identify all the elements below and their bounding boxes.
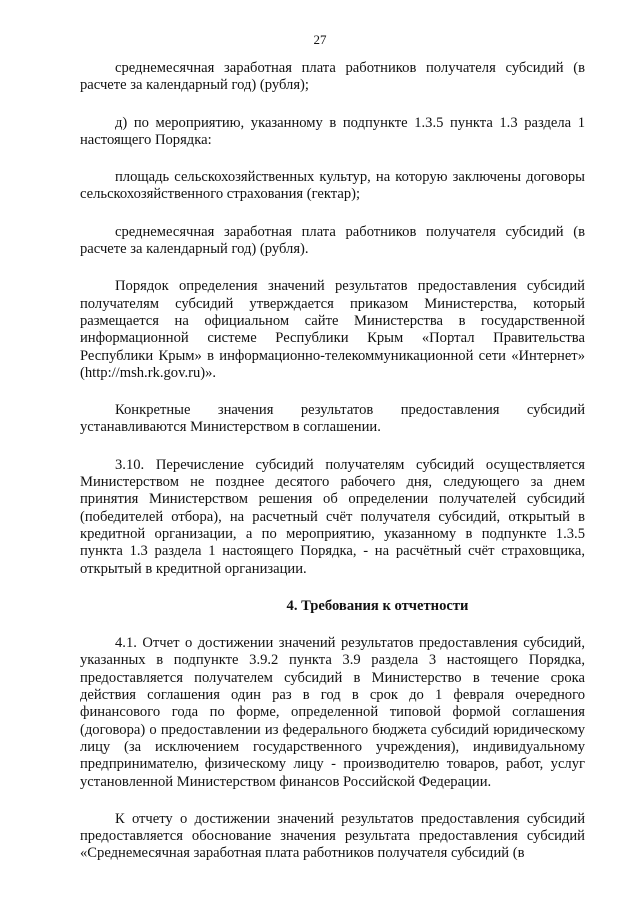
paragraph-procedure: Порядок определения значений результатов предоставления субсидий получателям субсидий утверждается приказом Министерства, который размещается на официальном сайте Министерства в государственной информационной системе Республики Крым «Портал Правительства Республики Крым» в информационно-телекоммуникационной сети «Интернет» (http://msh.rk.gov.ru)».	[80, 278, 585, 381]
paragraph-salary-2: среднемесячная заработная плата работников получателя субсидий (в расчете за календарный год) (рубля).	[80, 223, 585, 258]
paragraph-specific-values: Конкретные значения результатов предоставления субсидий устанавливаются Министерством в соглашении.	[80, 402, 585, 436]
section-heading: 4. Требования к отчетности	[286, 597, 469, 614]
paragraph-measure-d: д) по мероприятию, указанному в подпункте 1.3.5 пункта 1.3 раздела 1 настоящего Порядка:	[80, 114, 585, 148]
page-number: 27	[313, 32, 327, 47]
paragraph-crop-area: площадь сельскохозяйственных культур, на которую заключены договоры сельскохозяйственного страхования (гектар);	[80, 169, 585, 203]
paragraph-salary-1: среднемесячная заработная плата работников получателя субсидий (в расчете за календарный год) (рубля);	[80, 60, 585, 94]
paragraph-report-justification: К отчету о достижении значений результатов предоставления субсидий предоставляется обоснование значения результата предоставления субсидий «Среднемесячная заработная плата работников получателя субсидий (в	[80, 810, 585, 862]
document-body	[80, 60, 585, 863]
paragraph-3-10: 3.10. Перечисление субсидий получателям субсидий осуществляется Министерством не позднее десятого рабочего дня, следующего за днем принятия Министерством решения об определении получателей субсидий (победителей отбора), на расчетный счёт получателя субсидий, открытый в кредитной организации, а по мероприятию, указанному в подпункте 1.3.5 пункта 1.3 раздела 1 настоящего Порядка, - на расчётный счёт страховщика, открытый в кредитной организации.	[80, 456, 585, 577]
paragraph-4-1: 4.1. Отчет о достижении значений результатов предоставления субсидий, указанных в подпункте 3.9.2 пункта 3.9 раздела 3 настоящего Порядка, предоставляется получателем субсидий в Министерство в течение срока действия соглашения один раз в год в срок до 1 февраля очередного финансового года по форме, определенной типовой формой соглашения (договора) о предоставлении из федерального бюджета субсидий юридическому лицу (за исключением государственного учреждения), индивидуальному предпринимателю, физическому лицу - производителю товаров, работ, услуг установленной Министерством финансов Российской Федерации.	[80, 635, 585, 790]
